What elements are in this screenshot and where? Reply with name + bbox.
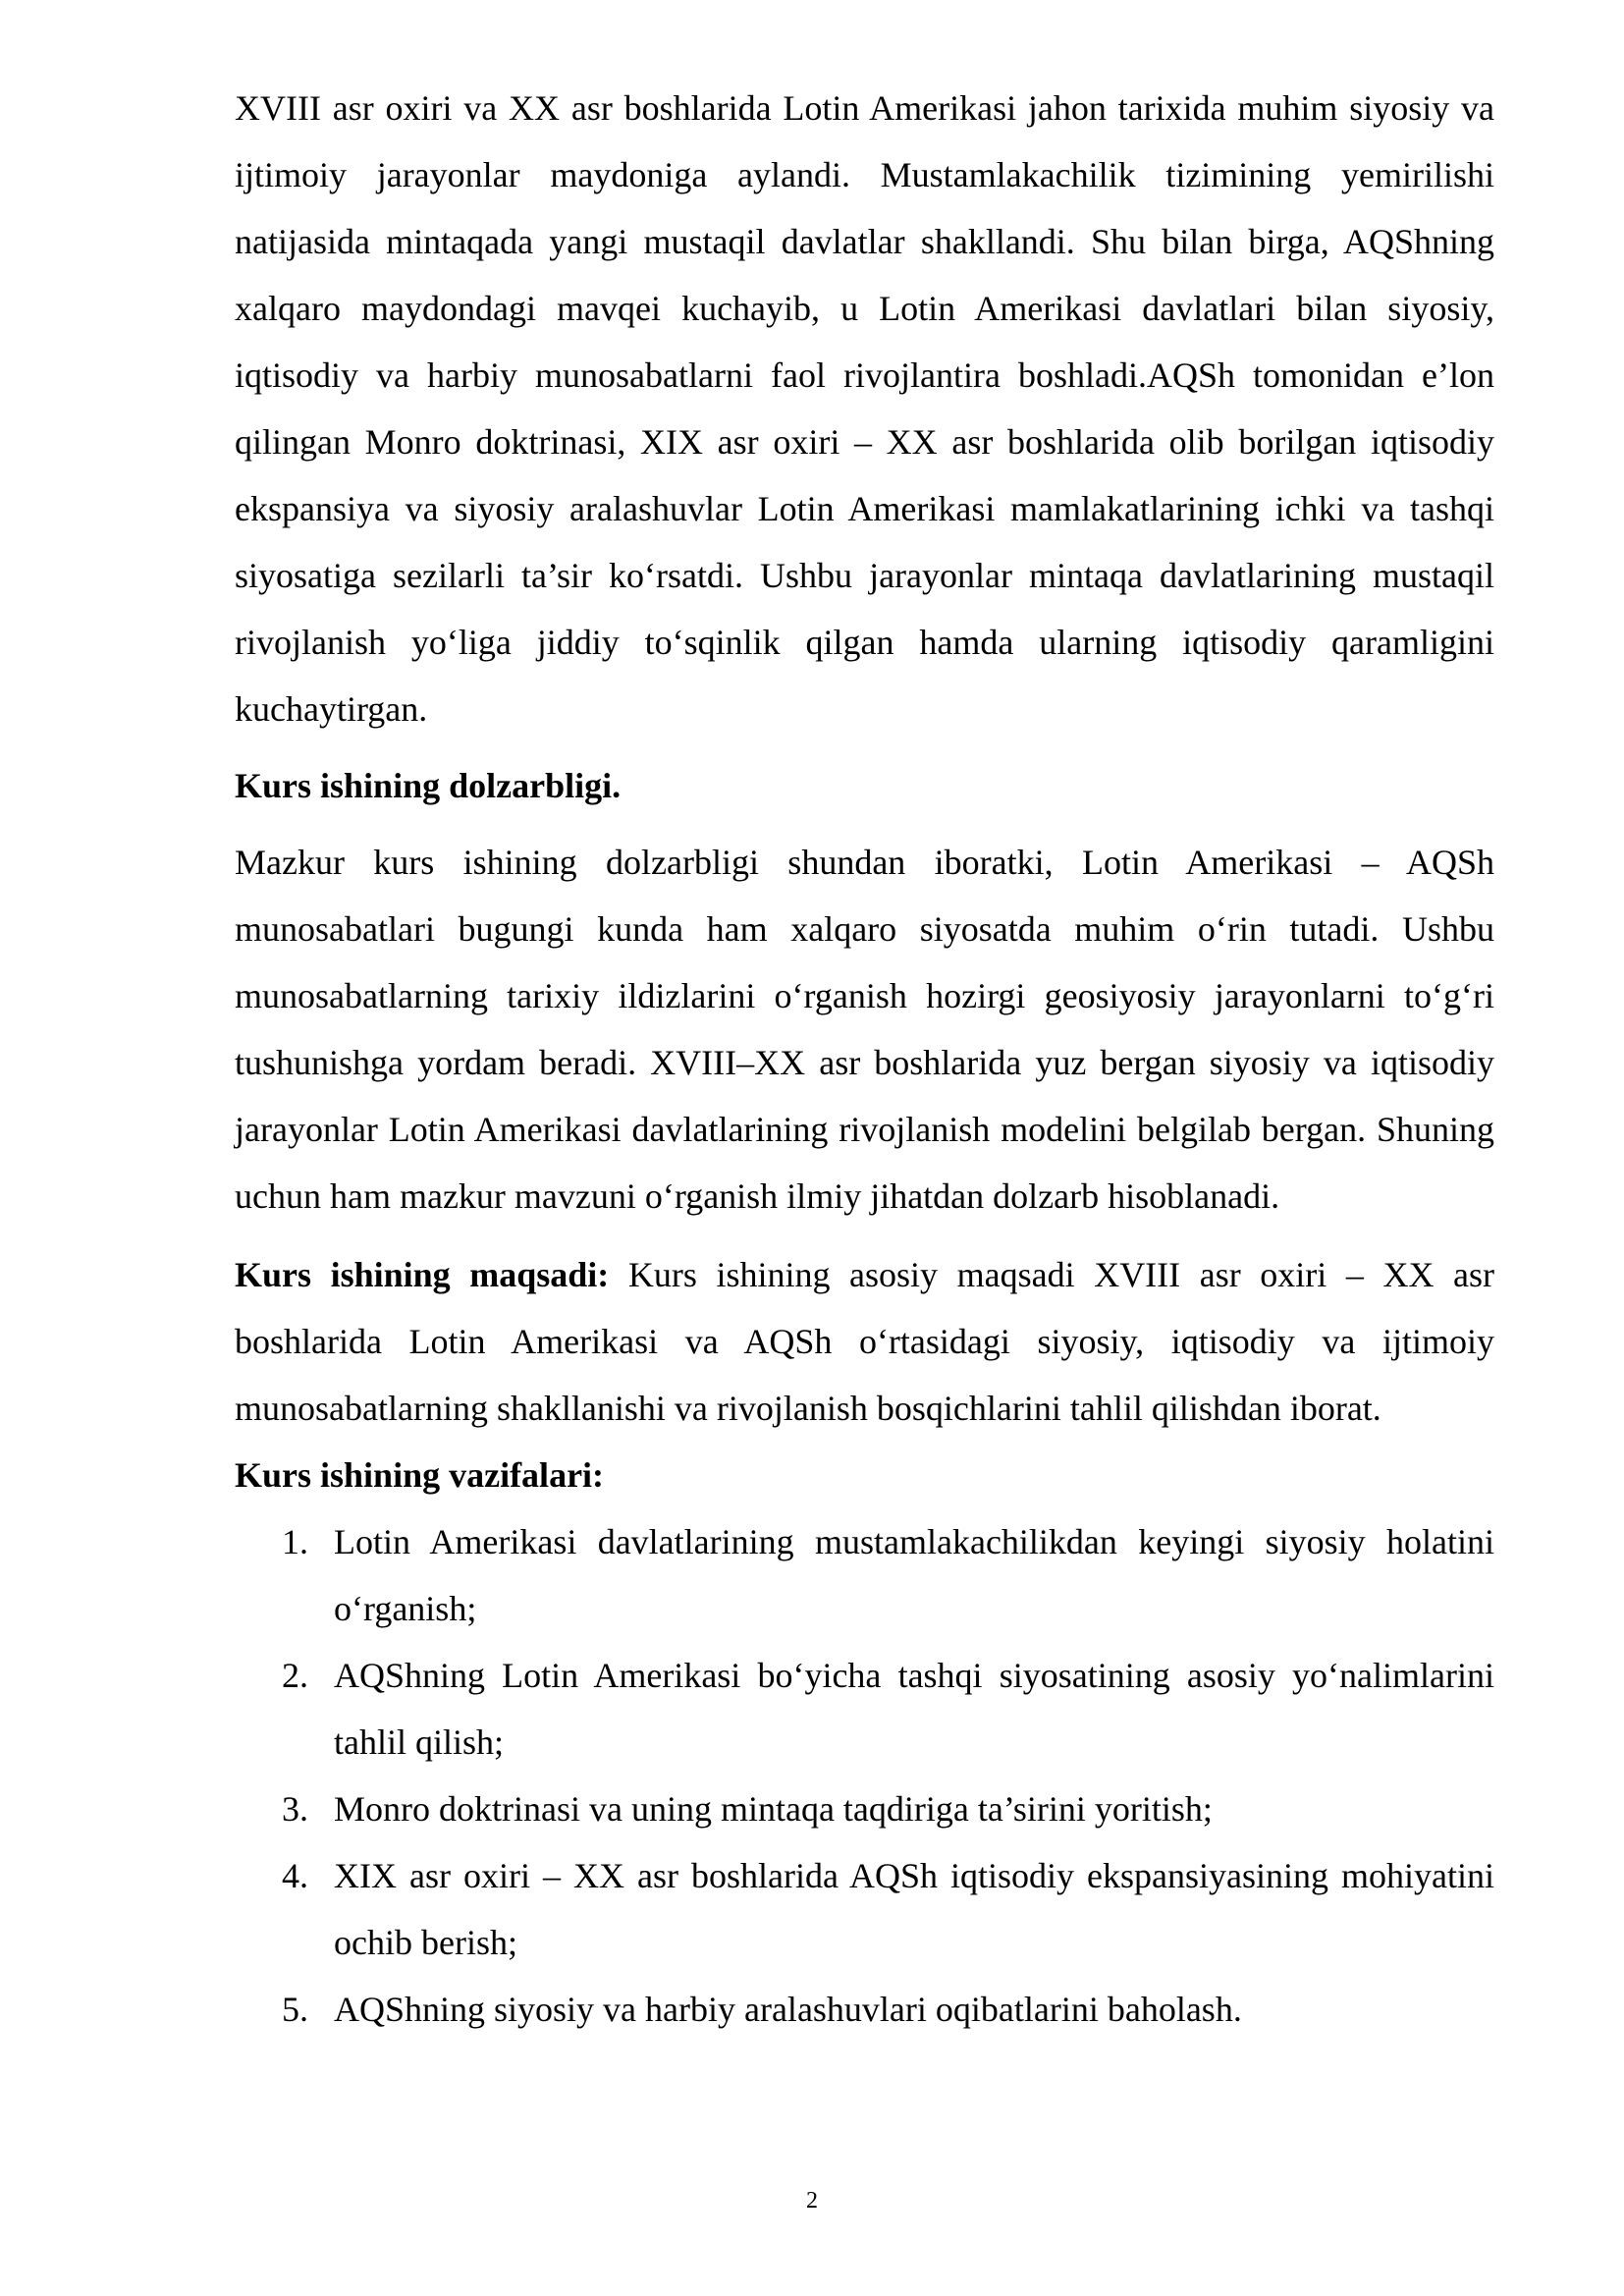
goal-label: Kurs ishining maqsadi: (235, 1255, 610, 1294)
intro-paragraph: XVIII asr oxiri va XX asr boshlarida Lotin Amerikasi jahon tarixida muhim siyosiy va ijtimoiy jarayonlar maydoniga aylandi. Mustamlakachilik tizimining yemirilishi natijasida mintaqada yangi mustaqil davlatlar shakllandi. Shu bilan birga, AQShning xalqaro maydondagi mavqei kuchayib, u Lotin Amerikasi davlatlari bilan siyosiy, iqtisodiy va harbiy munosabatlarni faol rivojlantira boshladi.AQSh tomonidan e’lon qilingan Monro doktrinasi, XIX asr oxiri – XX asr boshlarida olib borilgan iqtisodiy ekspansiya va siyosiy aralashuvlar Lotin Amerikasi mamlakatlarining ichki va tashqi siyosatiga sezilarli ta’sir ko‘rsatdi. Ushbu jarayonlar mintaqa davlatlarining mustaqil rivojlanish yo‘liga jiddiy to‘sqinlik qilgan hamda ularning iqtisodiy qaramligini kuchaytirgan. (235, 88, 1494, 729)
task-item (235, 1508, 1494, 1642)
tasks-heading: Kurs ishining vazifalari: (235, 1455, 605, 1495)
relevance-paragraph: Mazkur kurs ishining dolzarbligi shundan iboratki, Lotin Amerikasi – AQSh munosabatlari bugungi kunda ham xalqaro siyosatda muhim o‘rin tutadi. Ushbu munosabatlarning tarixiy ildizlarini o‘rganish hozirgi geosiyosiy jarayonlarni to‘g‘ri tushunishga yordam beradi. XVIII–XX asr boshlarida yuz bergan siyosiy va iqtisodiy jarayonlar Lotin Amerikasi davlatlarining rivojlanish modelini belgilab bergan. Shuning uchun ham mazkur mavzuni o‘rganish ilmiy jihatdan dolzarb hisoblanadi. (235, 843, 1494, 1216)
task-item (235, 1776, 1494, 1842)
page-number: 2 (806, 2188, 818, 2214)
task-text: XIX asr oxiri – XX asr boshlarida AQSh iqtisodiy ekspansiyasining mohiyatini ochib berish; (334, 1856, 1494, 1962)
task-text: AQShning Lotin Amerikasi bo‘yicha tashqi siyosatining asosiy yo‘nalimlarini tahlil qilish; (334, 1656, 1494, 1762)
task-item (235, 1642, 1494, 1776)
task-number: 1. (282, 1522, 308, 1561)
task-text: AQShning siyosiy va harbiy aralashuvlari oqibatlarini baholash. (334, 1990, 1242, 2029)
task-number: 3. (282, 1789, 308, 1829)
task-item (235, 1842, 1494, 1976)
tasks-list (235, 1508, 1494, 2043)
task-number: 4. (282, 1856, 308, 1895)
document-page (235, 75, 1494, 2043)
relevance-heading: Kurs ishining dolzarbligi. (235, 766, 622, 805)
goal-text: Kurs ishining asosiy maqsadi XVIII asr oxiri – XX asr boshlarida Lotin Amerikasi va AQSh o‘rtasidagi siyosiy, iqtisodiy va ijtimoiy munosabatlarning shakllanishi va rivojlanish bosqichlarini tahlil qilishdan iborat. (235, 1255, 1495, 1428)
task-item (235, 1976, 1494, 2043)
goal-paragraph (235, 1241, 1494, 1442)
task-text: Lotin Amerikasi davlatlarining mustamlakachilikdan keyingi siyosiy holatini o‘rganish; (334, 1522, 1494, 1628)
task-text: Monro doktrinasi va uning mintaqa taqdiriga ta’sirini yoritish; (334, 1789, 1213, 1829)
task-number: 2. (282, 1656, 308, 1695)
task-number: 5. (282, 1990, 308, 2029)
